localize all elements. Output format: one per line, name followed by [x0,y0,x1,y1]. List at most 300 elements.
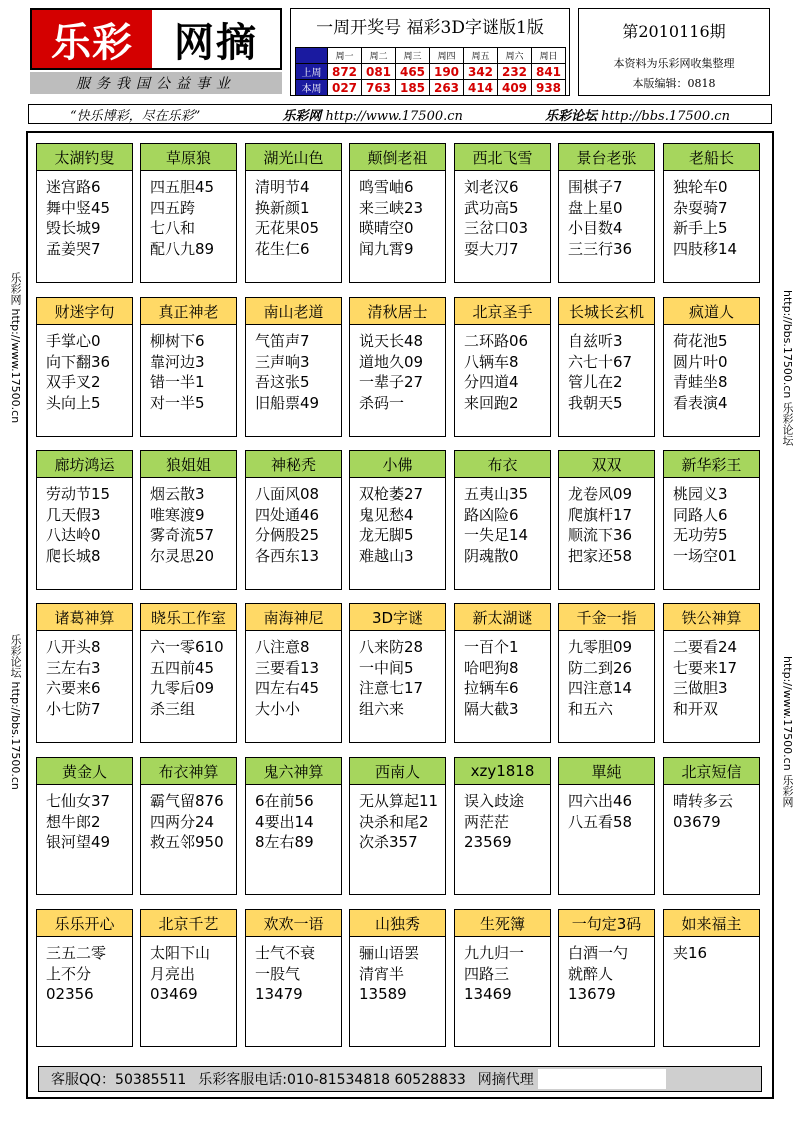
puzzle-card [140,297,237,437]
puzzle-line: 唯寒渡9 [150,505,205,524]
footer-agent-blank [538,1069,666,1089]
puzzle-card-body [455,325,550,413]
puzzle-line: 两茫茫 [464,812,510,831]
puzzle-card-body [141,937,236,1005]
puzzle-line: 四肢移14 [673,239,738,258]
puzzle-card-body [664,171,759,259]
banner-forum [545,105,730,124]
puzzle-card-title: 颠倒老祖 [350,144,445,171]
day-cell: 周一 [328,48,362,64]
puzzle-line: 气笛声7 [255,332,310,350]
puzzle-card-body [246,478,341,566]
puzzle-line: 闻九霄9 [359,239,414,258]
puzzle-line: 次杀357 [359,833,418,851]
puzzle-card-title: 小佛 [350,451,445,478]
puzzle-card-body [455,937,550,1005]
puzzle-line: 8左右89 [255,833,314,851]
puzzle-line: 03679 [673,812,721,831]
puzzle-card-title: 诸葛神算 [37,604,132,631]
puzzle-line: 花生仁6 [255,239,310,258]
puzzle-card [245,297,342,437]
puzzle-line: 13479 [255,985,303,1003]
result-number: 938 [532,80,566,96]
day-cell: 周四 [430,48,464,64]
puzzle-line: 各西东13 [255,546,320,565]
puzzle-line: 七八和 [150,219,196,237]
results-last-week-row [296,64,566,80]
result-number: 190 [430,64,464,80]
puzzle-card-title: 双双 [559,451,654,478]
side-left-bottom-name: 乐彩论坛 [9,634,22,678]
puzzle-line: 清明节4 [255,178,310,196]
puzzle-card [36,909,133,1047]
puzzle-card-body [559,171,654,259]
puzzle-line: 九零胆09 [568,638,633,656]
puzzle-line: 迷宫路6 [46,178,101,196]
puzzle-card-title: 一句定3码 [559,910,654,937]
puzzle-card-body [455,478,550,566]
puzzle-card [245,757,342,895]
results-this-week-row [296,80,566,96]
puzzle-line: 误入歧途 [464,792,525,810]
puzzle-card [36,297,133,437]
puzzle-card-body [350,478,445,566]
puzzle-card [245,450,342,590]
puzzle-line: 桃园义3 [673,485,728,503]
puzzle-card [245,909,342,1047]
puzzle-card-title: 长城长玄机 [559,298,654,325]
puzzle-card-body [141,478,236,566]
puzzle-line: 难越山3 [359,546,414,565]
logo-red-part: 乐彩 [32,10,152,68]
puzzle-card-body [664,937,759,964]
puzzle-line: 爬旗杆17 [568,505,633,524]
day-cell: 周六 [498,48,532,64]
result-number: 465 [396,64,430,80]
puzzle-card-body [246,937,341,1005]
puzzle-line: 分四道4 [464,373,519,391]
puzzle-line: 四五跨 [150,198,196,217]
puzzle-line: 四路三 [464,964,510,983]
puzzle-line: 自兹听3 [568,332,623,350]
puzzle-card-title: 3D字谜 [350,604,445,631]
side-left-top-name: 乐彩网 [9,272,22,305]
puzzle-line: 鸣雪岫6 [359,178,414,196]
results-table [295,47,566,96]
puzzle-line: 来三峡23 [359,198,424,217]
puzzle-line: 舞中竖45 [46,198,111,217]
puzzle-card-title: 湖光山色 [246,144,341,171]
logo [30,8,282,70]
puzzle-card-title: 新太湖谜 [455,604,550,631]
puzzle-card-title: 草原狼 [141,144,236,171]
puzzle-line: 把家还58 [568,546,633,565]
result-number: 263 [430,80,464,96]
puzzle-card-body [246,325,341,413]
puzzle-line: 士气不衰 [255,944,316,962]
puzzle-card [245,603,342,743]
puzzle-card [663,603,760,743]
puzzle-line: 孟姜哭7 [46,239,101,258]
puzzle-card-title: 西南人 [350,758,445,785]
puzzle-line: 就醉人 [568,964,614,983]
puzzle-card [36,143,133,283]
puzzle-line: 骊山语罢 [359,944,420,962]
result-number: 841 [532,64,566,80]
puzzle-line: 龙卷风09 [568,485,633,503]
puzzle-line: 二要看24 [673,638,738,656]
puzzle-line: 和开双 [673,699,719,718]
puzzle-line: 青蛙坐8 [673,373,728,391]
results-title: 一周开奖号 福彩3D字谜版1版 [316,18,544,38]
side-left-bottom [6,634,22,790]
puzzle-card [140,603,237,743]
puzzle-line: 管儿在2 [568,373,623,391]
puzzle-line: 银河望49 [46,833,111,851]
puzzle-line: 23569 [464,833,512,851]
puzzle-line: 错一半1 [150,373,205,391]
slogan: 服务我国公益事业 [30,72,282,94]
last-week-label: 上周 [296,64,328,80]
puzzle-card [36,757,133,895]
puzzle-line: 月亮出 [150,964,196,983]
puzzle-card-title: 乐乐开心 [37,910,132,937]
puzzle-card-body [664,478,759,566]
puzzle-card-body [455,785,550,853]
puzzle-line: 三做胆3 [673,679,728,697]
side-right-bottom-name: 乐彩网 [781,774,794,808]
puzzle-line: 六七十67 [568,352,633,371]
puzzle-line: 四五胆45 [150,178,215,196]
puzzle-card-body [37,785,132,853]
puzzle-line: 对一半5 [150,393,205,412]
banner-site-link[interactable]: http://www.17500.cn [325,108,463,124]
puzzle-card [140,757,237,895]
puzzle-line: 换新颜1 [255,198,310,217]
puzzle-card [558,297,655,437]
puzzle-card [558,143,655,283]
result-number: 872 [328,64,362,80]
puzzle-line: 八来防28 [359,638,424,656]
puzzle-line: 吾这张5 [255,373,310,391]
puzzle-line: 路凶险6 [464,505,519,524]
result-number: 232 [498,64,532,80]
puzzle-line: 双枪萎27 [359,485,424,503]
this-week-label: 本周 [296,80,328,96]
puzzle-line: 隔大截3 [464,699,519,718]
puzzle-card [663,143,760,283]
puzzle-card-title: 生死簿 [455,910,550,937]
puzzle-card-title: 千金一指 [559,604,654,631]
puzzle-line: 四左右45 [255,679,320,697]
puzzle-card-body [37,325,132,413]
puzzle-card-title: 單純 [559,758,654,785]
puzzle-card [349,757,446,895]
puzzle-line: 围棋子7 [568,178,623,196]
main-grid [26,131,774,1099]
puzzle-card-body [664,785,759,832]
puzzle-line: 几天假3 [46,505,101,524]
puzzle-line: 晴转多云 [673,792,734,810]
puzzle-card-title: 太湖钓叟 [37,144,132,171]
puzzle-line: 三声响3 [255,352,310,371]
puzzle-card [558,909,655,1047]
puzzle-line: 同路人6 [673,505,728,524]
day-cell: 周日 [532,48,566,64]
puzzle-line: 暎晴空0 [359,219,414,237]
puzzle-card-body [350,937,445,1005]
result-number: 414 [464,80,498,96]
puzzle-line: 八开头8 [46,638,101,656]
puzzle-card-body [37,937,132,1005]
puzzle-line: 霸气留876 [150,792,224,810]
issue-box [578,8,770,96]
puzzle-card-body [246,171,341,259]
puzzle-line: 防二到26 [568,658,633,677]
puzzle-line: 一场空01 [673,546,738,565]
puzzle-line: 来回跑2 [464,393,519,412]
result-number: 185 [396,80,430,96]
puzzle-card-body [350,631,445,719]
puzzle-line: 6在前56 [255,792,314,810]
puzzle-line: 无功劳5 [673,526,728,544]
puzzle-line: 一失足14 [464,526,529,544]
day-cell: 周五 [464,48,498,64]
puzzle-line: 武功高5 [464,198,519,217]
banner-site-name: 乐彩网 [282,108,322,124]
puzzle-card-body [141,785,236,853]
puzzle-card [558,450,655,590]
puzzle-card [245,143,342,283]
puzzle-line: 三左右3 [46,658,101,677]
puzzle-line: 上不分 [46,964,92,983]
puzzle-line: 清宵半 [359,964,405,983]
puzzle-line: 白酒一勺 [568,944,629,962]
puzzle-line: 五夷山35 [464,485,529,503]
puzzle-card [454,297,551,437]
puzzle-line: 烟云散3 [150,485,205,503]
puzzle-line: 看表演4 [673,393,728,412]
puzzle-line: 杀三组 [150,699,196,718]
puzzle-line: 向下翻36 [46,352,111,371]
side-right-top [778,290,794,446]
banner-site [282,105,463,124]
side-right-top-name: 乐彩论坛 [781,401,794,446]
puzzle-line: 一百个1 [464,638,519,656]
puzzle-line: 八达岭0 [46,526,101,544]
footer [38,1066,762,1092]
puzzle-line: 13469 [464,985,512,1003]
banner-motto: “快乐博彩，尽在乐彩” [70,108,201,124]
puzzle-line: 道地久09 [359,352,424,371]
puzzle-card [663,297,760,437]
puzzle-card [349,143,446,283]
puzzle-card [454,603,551,743]
side-right-top-url[interactable]: http://bbs.17500.cn [781,290,794,399]
puzzle-card-title: 北京千艺 [141,910,236,937]
result-number: 409 [498,80,532,96]
puzzle-card-body [559,325,654,413]
side-left-top [6,272,22,423]
puzzle-card [558,757,655,895]
puzzle-line: 无从算起11 [359,792,439,810]
puzzle-card-body [350,325,445,413]
puzzle-card-body [141,325,236,413]
puzzle-card-body [141,171,236,259]
puzzle-line: 耍大刀7 [464,239,519,258]
puzzle-card-title: 老船长 [664,144,759,171]
puzzle-card [140,450,237,590]
puzzle-card-body [455,631,550,719]
result-number: 081 [362,64,396,80]
puzzle-card-title: 北京圣手 [455,298,550,325]
puzzle-card-body [559,785,654,832]
result-number: 027 [328,80,362,96]
puzzle-line: 决杀和尾2 [359,812,429,831]
puzzle-card [454,450,551,590]
puzzle-card [454,909,551,1047]
result-number: 763 [362,80,396,96]
puzzle-line: 新手上5 [673,219,728,237]
results-days-row [296,48,566,64]
puzzle-card [663,450,760,590]
side-right-bottom [778,656,794,807]
puzzle-line: 大小小 [255,699,301,718]
puzzle-line: 四注意14 [568,679,633,697]
puzzle-card [36,603,133,743]
puzzle-card-body [559,631,654,719]
puzzle-line: 八五看58 [568,812,633,831]
puzzle-line: 4要出14 [255,812,314,831]
puzzle-card [663,757,760,895]
puzzle-line: 一股气 [255,964,301,983]
puzzle-card-body [664,631,759,719]
puzzle-line: 七要来17 [673,658,738,677]
puzzle-line: 一辈子27 [359,373,424,391]
puzzle-line: 七仙女37 [46,792,111,810]
puzzle-card [140,909,237,1047]
puzzle-line: 刘老汉6 [464,178,519,196]
puzzle-line: 夹16 [673,944,708,962]
puzzle-line: 雾奇流57 [150,526,215,544]
puzzle-card-title: 疯道人 [664,298,759,325]
puzzle-line: 毁长城9 [46,219,101,237]
puzzle-line: 小七防7 [46,699,101,718]
puzzle-card [349,297,446,437]
puzzle-card-title: 财迷字句 [37,298,132,325]
footer-agent: 网摘代理 [477,1072,534,1088]
puzzle-card-title: 清秋居士 [350,298,445,325]
puzzle-line: 手掌心0 [46,332,101,350]
banner-forum-name: 乐彩论坛 [544,108,597,124]
puzzle-line: 02356 [46,985,94,1003]
puzzle-card-title: 新华彩王 [664,451,759,478]
puzzle-line: 杂耍骑7 [673,198,728,217]
footer-qq: 客服QQ：50385511 [51,1072,187,1088]
puzzle-card-body [664,325,759,413]
puzzle-line: 靠河边3 [150,352,205,371]
puzzle-card [349,450,446,590]
puzzle-line: 太阳下山 [150,944,211,962]
puzzle-card-title: 廊坊鸿运 [37,451,132,478]
issue-editor: 本版编辑：0818 [632,77,716,90]
puzzle-line: 圆片叶0 [673,352,728,371]
puzzle-card-body [350,171,445,259]
puzzle-card [454,143,551,283]
puzzle-card-title: 鬼六神算 [246,758,341,785]
puzzle-card-title: 南海神尼 [246,604,341,631]
puzzle-line: 说天长48 [359,332,424,350]
puzzle-line: 小目数4 [568,219,623,237]
puzzle-line: 哈吧狗8 [464,658,519,677]
puzzle-line: 劳动节15 [46,485,111,503]
puzzle-line: 三岔口03 [464,219,529,237]
puzzle-line: 我朝天5 [568,393,623,412]
footer-phone: 乐彩客服电话:010-81534818 60528833 [198,1072,466,1088]
puzzle-line: 分俩股25 [255,526,320,544]
puzzle-card [140,143,237,283]
puzzle-line: 三五二零 [46,944,107,962]
puzzle-card-title: 神秘秃 [246,451,341,478]
puzzle-line: 盘上星0 [568,198,623,217]
puzzle-line: 想牛郎2 [46,812,101,831]
puzzle-card-title: 南山老道 [246,298,341,325]
puzzle-card-title: 狼姐姐 [141,451,236,478]
puzzle-card [454,757,551,895]
puzzle-line: 救五邻950 [150,833,224,851]
puzzle-line: 九九归一 [464,944,525,962]
banner [28,104,772,124]
puzzle-card-body [455,171,550,259]
result-number: 342 [464,64,498,80]
puzzle-line: 和五六 [568,699,614,718]
puzzle-card-body [37,171,132,259]
puzzle-line: 旧船票49 [255,393,320,412]
side-right-bottom-url[interactable]: http://www.17500.cn [781,656,794,771]
puzzle-card-title: 真正神老 [141,298,236,325]
puzzle-line: 13679 [568,985,616,1003]
puzzle-line: 八面风08 [255,485,320,503]
side-left-top-url[interactable]: http://www.17500.cn [9,308,22,424]
banner-forum-link[interactable]: http://bbs.17500.cn [601,108,730,124]
puzzle-line: 杀码一 [359,393,405,412]
puzzle-line: 八辆车8 [464,352,519,371]
puzzle-card-body [246,785,341,853]
puzzle-card-body [37,478,132,566]
puzzle-line: 双手叉2 [46,373,101,391]
puzzle-line: 三要看13 [255,658,320,677]
puzzle-card-body [141,631,236,719]
puzzle-card [663,909,760,1047]
puzzle-card-title: 晓乐工作室 [141,604,236,631]
puzzle-line: 拉辆车6 [464,679,519,697]
weekly-results-box [290,8,570,96]
side-left-bottom-url[interactable]: http://bbs.17500.cn [9,681,22,790]
puzzle-line: 鬼见愁4 [359,505,414,524]
puzzle-card [558,603,655,743]
puzzle-card-body [559,937,654,1005]
logo-white-part: 网摘 [152,10,280,68]
puzzle-card-title: 铁公神算 [664,604,759,631]
puzzle-card-title: 西北飞雪 [455,144,550,171]
puzzle-line: 顺流下36 [568,526,633,544]
puzzle-line: 八注意8 [255,638,310,656]
puzzle-card-title: 北京短信 [664,758,759,785]
puzzle-line: 龙无脚5 [359,526,414,544]
puzzle-card [349,909,446,1047]
puzzle-line: 一中间5 [359,658,414,677]
day-cell: 周二 [362,48,396,64]
